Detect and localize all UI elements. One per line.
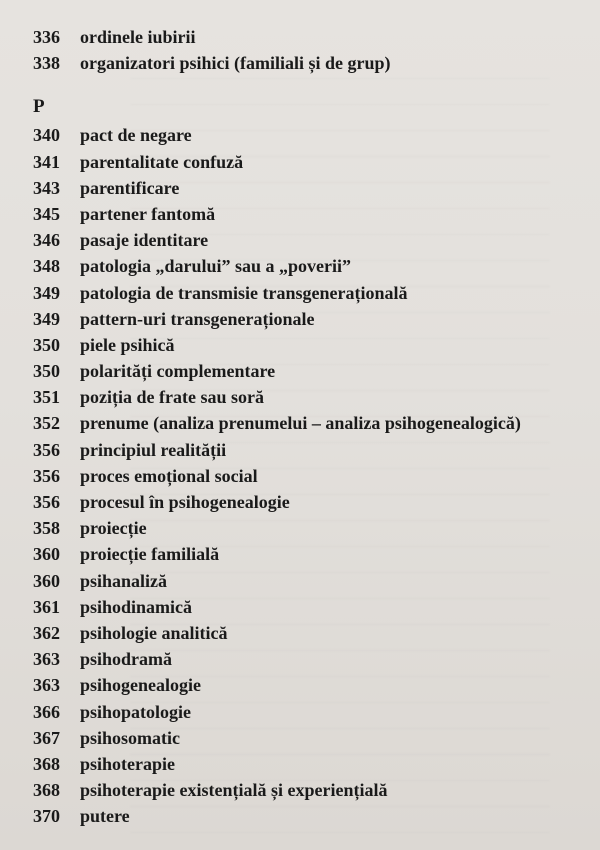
page-number: 348 xyxy=(33,256,60,277)
index-entry xyxy=(33,201,593,227)
index-entry xyxy=(33,410,593,436)
index-term: psihodramă xyxy=(80,649,173,670)
page-number: 367 xyxy=(33,727,60,748)
index-entry xyxy=(33,332,593,358)
page-number: 343 xyxy=(33,177,60,198)
index-entry xyxy=(33,803,593,829)
index-entry xyxy=(33,463,593,489)
index-term: pattern-uri transgeneraționale xyxy=(80,308,315,329)
index-term: procesul în psihogenealogie xyxy=(80,492,290,512)
index-term: psihosomatic xyxy=(80,727,181,748)
index-term: psihopatologie xyxy=(80,701,192,722)
page-number: 356 xyxy=(33,492,60,512)
index-term: parentificare xyxy=(80,177,180,198)
index-term: piele psihică xyxy=(80,334,175,355)
index-entry xyxy=(33,384,593,410)
index-term: polarități complementare xyxy=(80,361,276,382)
index-entry xyxy=(33,725,593,751)
page-number: 350 xyxy=(33,361,60,382)
index-entry xyxy=(33,50,593,76)
page-number: 361 xyxy=(33,596,60,617)
index-term: pact de negare xyxy=(80,125,192,146)
index-entry xyxy=(33,437,593,463)
index-term: proiecție xyxy=(80,518,147,539)
page-number: 341 xyxy=(33,151,60,172)
index-term: partener fantomă xyxy=(80,203,216,224)
index-entry xyxy=(33,699,593,725)
page-number: 349 xyxy=(33,308,60,329)
page-number: 336 xyxy=(33,27,60,47)
index-entry xyxy=(33,620,593,646)
index-entry xyxy=(33,777,593,803)
index-term: psihoterapie existențială și experiențială xyxy=(80,780,388,801)
page-number: 349 xyxy=(33,282,60,303)
index-term: pasaje identitare xyxy=(80,230,209,251)
index-term: poziția de frate sau soră xyxy=(80,387,264,408)
index-entry xyxy=(33,175,593,201)
index-term: proces emoțional social xyxy=(80,465,258,486)
index-entry xyxy=(33,149,593,175)
index-term: patologia „darului” sau a „poverii” xyxy=(80,256,352,277)
page-number: 338 xyxy=(33,53,60,74)
index-term: organizatori psihici (familiali și de grup) xyxy=(80,53,391,74)
index-term: psihodinamică xyxy=(80,596,193,617)
page-number: 345 xyxy=(33,203,60,224)
index-entry xyxy=(33,227,593,253)
page-number: 362 xyxy=(33,622,60,643)
index-entry xyxy=(33,541,593,567)
index-entry xyxy=(33,280,593,306)
page-number: 351 xyxy=(33,387,60,408)
page-number: 363 xyxy=(33,649,60,670)
index-entry xyxy=(33,751,593,777)
page-number: 360 xyxy=(33,570,60,591)
page-number: 352 xyxy=(33,413,60,434)
index-entry xyxy=(33,358,593,384)
page-number: 366 xyxy=(33,701,60,722)
page-number: 350 xyxy=(33,334,60,355)
index-entry xyxy=(33,122,593,148)
index-term: principiul realității xyxy=(80,439,227,460)
index-entry xyxy=(33,253,593,279)
page-number: 368 xyxy=(33,753,60,774)
index-term: patologia de transmisie transgenerațională xyxy=(80,282,408,303)
page-number: 358 xyxy=(33,518,60,539)
index-term: proiecție familială xyxy=(80,544,220,565)
index-term: psihoterapie xyxy=(80,753,176,774)
index-list xyxy=(33,24,593,829)
index-term: psihologie analitică xyxy=(80,622,228,643)
page-number: 363 xyxy=(33,675,60,696)
index-entry xyxy=(33,594,593,620)
page-number: 346 xyxy=(33,230,60,251)
index-entry xyxy=(33,646,593,672)
index-term: parentalitate confuză xyxy=(80,151,244,172)
page-number: 368 xyxy=(33,780,60,801)
index-term: ordinele iubirii xyxy=(80,27,196,47)
index-term: prenume (analiza prenumelui – analiza psihogenealogică) xyxy=(80,413,521,434)
index-entry xyxy=(33,568,593,594)
index-term: psihanaliză xyxy=(80,570,168,591)
section-letter: P xyxy=(33,96,45,118)
index-term: putere xyxy=(80,806,130,827)
page-number: 360 xyxy=(33,544,60,565)
page-number: 370 xyxy=(33,806,60,827)
index-term: psihogenealogie xyxy=(80,675,202,696)
index-entry xyxy=(33,306,593,332)
index-entry xyxy=(33,489,593,515)
page-number: 340 xyxy=(33,125,60,146)
index-entry xyxy=(33,515,593,541)
page-number: 356 xyxy=(33,465,60,486)
page-number: 356 xyxy=(33,439,60,460)
index-entry xyxy=(33,24,593,50)
index-entry xyxy=(33,672,593,698)
